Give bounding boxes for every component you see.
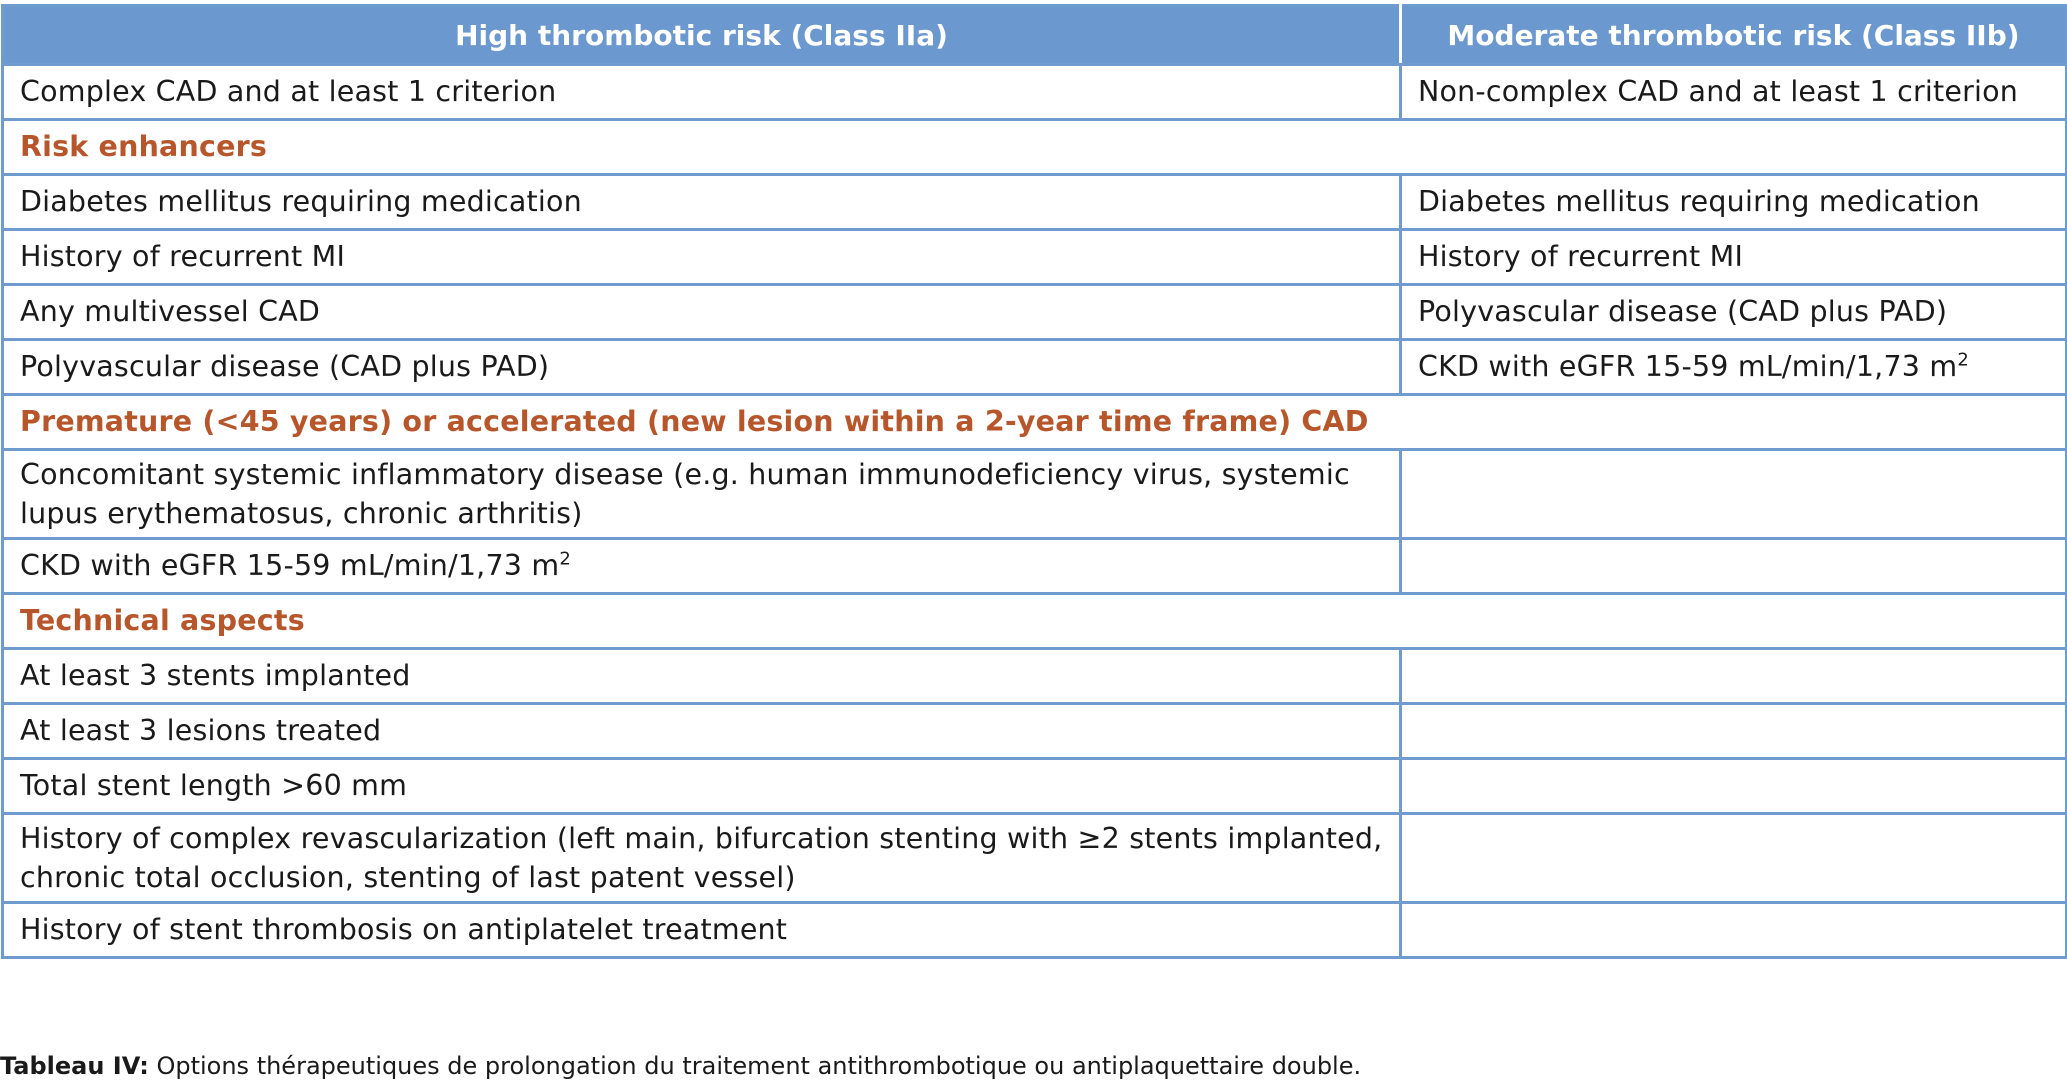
table-row [3,175,2067,230]
cell-high: At least 3 lesions treated [3,704,1401,759]
cell-high [3,539,1401,594]
table-row [3,285,2067,340]
cell-moderate-empty [1401,539,2067,594]
cell-high: Total stent length >60 mm [3,759,1401,814]
superscript: 2 [559,548,571,570]
header-high-risk: High thrombotic risk (Class IIa) [3,6,1401,65]
cell-moderate-empty [1401,759,2067,814]
cell-high: Diabetes mellitus requiring medication [3,175,1401,230]
cell-high: Concomitant systemic inflammatory disease (e.g. human immunodeficiency virus, systemic lupus erythematosus, chronic arthritis) [3,450,1401,539]
caption-text: Options thérapeutiques de prolongation du traitement antithrombotique ou antiplaquettaire double. [148,1052,1362,1080]
cell-high: Any multivessel CAD [3,285,1401,340]
cell-moderate-empty [1401,450,2067,539]
thrombotic-risk-table [1,4,2067,959]
table-row [3,450,2067,539]
table-caption [0,1052,1361,1080]
table-row [3,759,2067,814]
caption-label: Tableau IV: [0,1052,149,1080]
section-premature-cad: Premature (<45 years) or accelerated (new lesion within a 2-year time frame) CAD [3,395,2067,450]
cell-moderate [1401,340,2067,395]
cell-high: History of stent thrombosis on antiplatelet treatment [3,903,1401,958]
cell-high: Polyvascular disease (CAD plus PAD) [3,340,1401,395]
cell-moderate: Polyvascular disease (CAD plus PAD) [1401,285,2067,340]
section-row [3,120,2067,175]
cell-moderate: History of recurrent MI [1401,230,2067,285]
cell-moderate-empty [1401,903,2067,958]
cell-moderate-empty [1401,649,2067,704]
table-row [3,230,2067,285]
table-row [3,903,2067,958]
table-row [3,539,2067,594]
table-row [3,814,2067,903]
cell-moderate-empty [1401,704,2067,759]
cell-moderate-empty [1401,814,2067,903]
cell-text: CKD with eGFR 15-59 mL/min/1,73 m [1418,350,1958,383]
table-row [3,649,2067,704]
section-row [3,395,2067,450]
section-technical-aspects: Technical aspects [3,594,2067,649]
cell-high: At least 3 stents implanted [3,649,1401,704]
header-moderate-risk: Moderate thrombotic risk (Class IIb) [1401,6,2067,65]
table-row [3,65,2067,120]
cell-moderate: Diabetes mellitus requiring medication [1401,175,2067,230]
cell-text: CKD with eGFR 15-59 mL/min/1,73 m [20,549,560,582]
section-risk-enhancers: Risk enhancers [3,120,2067,175]
superscript: 2 [1957,349,1969,371]
cell-high: History of recurrent MI [3,230,1401,285]
cell-high: History of complex revascularization (left main, bifurcation stenting with ≥2 stents implanted, chronic total occlusion, stenting of last patent vessel) [3,814,1401,903]
cell-moderate: Non-complex CAD and at least 1 criterion [1401,65,2067,120]
cell-high: Complex CAD and at least 1 criterion [3,65,1401,120]
table-row [3,340,2067,395]
section-row [3,594,2067,649]
header-row [3,6,2067,65]
table-row [3,704,2067,759]
